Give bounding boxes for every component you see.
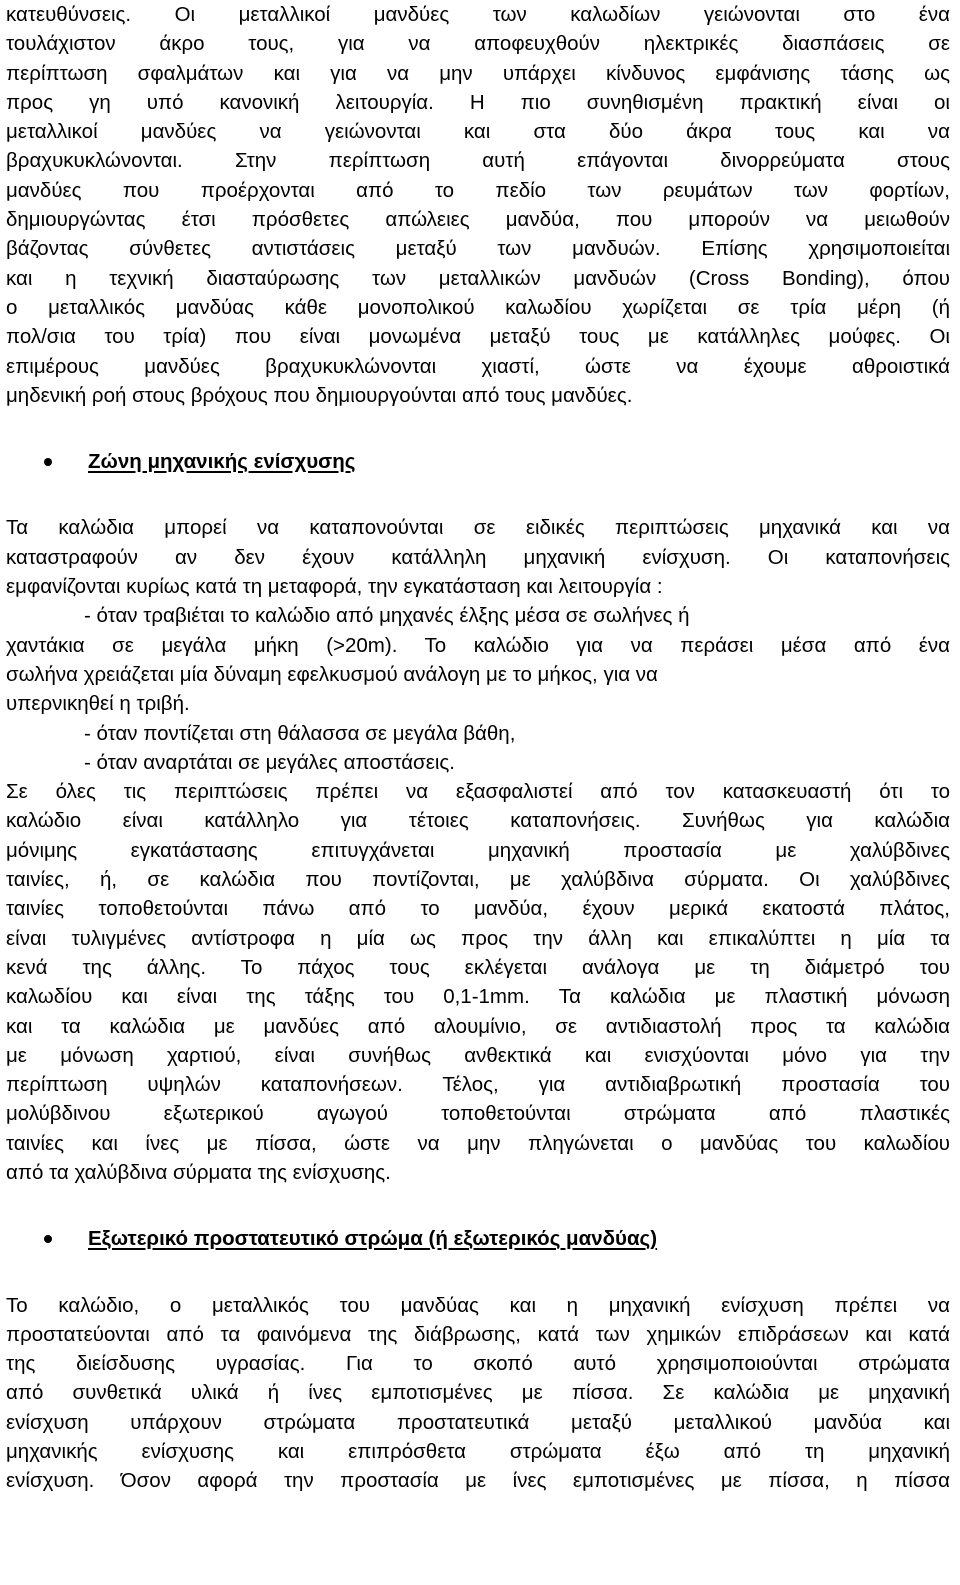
bullet-icon [44,1235,52,1243]
text-line: δημιουργώντας έτσι πρόσθετες απώλειες μανδύα, που μπορούν να μειωθούν [6,208,950,232]
text-line: υπερνικηθεί η τριβή. [6,692,190,716]
text-line: εμφανίζονται κυρίως κατά τη μεταφορά, την εγκατάσταση και λειτουργία : [6,575,663,599]
text-line: περίπτωση σφαλμάτων και για να μην υπάρχει κίνδυνος εμφάνισης τάσης ως [6,61,950,85]
text-line: από συνθετικά υλικά ή ίνες εμποτισμένες με πίσσα. Σε καλώδια με μηχανική [6,1381,950,1405]
text-line: ο μεταλλικός μανδύας κάθε μονοπολικού καλωδίου χωρίζεται σε τρία μέρη (ή [6,295,950,319]
text-line: περίπτωση υψηλών καταπονήσεων. Τέλος, για αντιδιαβρωτική προστασία του [6,1073,950,1097]
text-line: τουλάχιστον άκρο τους, για να αποφευχθούν ηλεκτρικές διασπάσεις σε [6,32,950,56]
text-line: μηδενική ροή στους βρόχους που δημιουργούνται από τους μανδύες. [6,383,633,407]
list-item: - όταν τραβιέται το καλώδιο από μηχανές έλξης μέσα σε σωλήνες ή [84,604,690,628]
text-line: ταινίες και ίνες με πίσσα, ώστε να μην πληγώνεται ο μανδύας του καλωδίου [6,1131,950,1155]
text-line: Σε όλες τις περιπτώσεις πρέπει να εξασφαλιστεί από τον κατασκευαστή ότι το [6,780,950,804]
text-line: σωλήνα χρειάζεται μία δύναμη εφελκυσμού ανάλογη με το μήκος, για να [6,662,658,686]
spacer [6,1254,950,1291]
text-line: πολ/σια του τρία) που είναι μονωμένα μεταξύ τους με κατάλληλες μούφες. Οι [6,325,950,349]
text-line: και η τεχνική διασταύρωσης των μεταλλικών μανδυών (Cross Bonding), όπου [6,266,950,290]
spacer [6,476,950,513]
text-line: προστατεύονται από τα φαινόμενα της διάβρωσης, κατά των χημικών επιδράσεων και κατά [6,1322,950,1346]
text-line: ενίσχυση. Όσον αφορά την προστασία με ίνες εμποτισμένες με πίσσα, η πίσσα [6,1469,950,1493]
text-line: ταινίες τοποθετούνται πάνω από το μανδύα, έχουν μερικά εκατοστά πλάτος, [6,897,950,921]
section-heading-text: Ζώνη μηχανικής ενίσχυσης [88,450,356,474]
text-line: Τα καλώδια μπορεί να καταπονούνται σε ειδικές περιπτώσεις μηχανικά και να [6,516,950,540]
text-line: είναι τυλιγμένες αντίστροφα η μία ως προς την άλλη και επικαλύπτει η μία τα [6,926,950,950]
spacer [6,1187,950,1224]
paragraph-cable-sheath-grounding [6,0,950,410]
section-heading-mechanical-reinforcement [6,447,950,476]
text-line: με μόνωση χαρτιού, είναι συνήθως ανθεκτικά και ενισχύονται μόνο για την [6,1043,950,1067]
text-line: κατευθύνσεις. Οι μεταλλικοί μανδύες των καλωδίων γειώνονται στο ένα [6,3,950,26]
text-line: μεταλλικοί μανδύες να γειώνονται και στα δύο άκρα τους και να [6,120,950,144]
paragraph-outer-sheath [6,1291,950,1496]
text-line: Το καλώδιο, ο μεταλλικός του μανδύας και η μηχανική ενίσχυση πρέπει να [6,1293,950,1317]
text-line: ενίσχυση υπάρχουν στρώματα προστατευτικά μεταξύ μεταλλικού μανδύα και [6,1410,950,1434]
text-line: καλωδίου και είναι της τάξης του 0,1-1mm. Τα καλώδια με πλαστική μόνωση [6,985,950,1009]
document-page [6,0,950,1496]
text-line: και τα καλώδια με μανδύες από αλουμίνιο, σε αντιδιαστολή προς τα καλώδια [6,1014,950,1038]
text-line: προς γη υπό κανονική λειτουργία. Η πιο συνηθισμένη πρακτική είναι οι [6,90,950,114]
spacer [6,410,950,447]
text-line: χαντάκια σε μεγάλα μήκη (>20m). Το καλώδιο για να περάσει μέσα από ένα [6,633,950,657]
list-item: - όταν αναρτάται σε μεγάλες αποστάσεις. [84,750,455,774]
list-item: - όταν ποντίζεται στη θάλασσα σε μεγάλα βάθη, [84,721,516,745]
section-heading-outer-sheath [6,1224,950,1253]
text-line: από τα χαλύβδινα σύρματα της ενίσχυσης. [6,1160,391,1184]
text-line: βάζοντας σύνθετες αντιστάσεις μεταξύ των μανδυών. Επίσης χρησιμοποιείται [6,237,950,261]
text-line: βραχυκυκλώνονται. Στην περίπτωση αυτή επάγονται δινορρεύματα στους [6,149,950,173]
section-heading-text: Εξωτερικό προστατευτικό στρώμα (ή εξωτερικός μανδύας) [88,1227,658,1251]
text-line: ταινίες, ή, σε καλώδια που ποντίζονται, με χαλύβδινα σύρματα. Οι χαλύβδινες [6,868,950,892]
text-line: καταστραφούν αν δεν έχουν κατάλληλη μηχανική ενίσχυση. Οι καταπονήσεις [6,545,950,569]
text-line: επιμέρους μανδύες βραχυκυκλώνονται χιαστί, ώστε να έχουμε αθροιστικά [6,354,950,378]
paragraph-mechanical-reinforcement [6,513,950,1187]
text-line: της διείσδυσης υγρασίας. Για το σκοπό αυτό χρησιμοποιούνται στρώματα [6,1352,950,1376]
text-line: μηχανικής ενίσχυσης και επιπρόσθετα στρώματα έξω από τη μηχανική [6,1440,950,1464]
text-line: καλώδιο είναι κατάλληλο για τέτοιες καταπονήσεις. Συνήθως για καλώδια [6,809,950,833]
text-line: μόνιμης εγκατάστασης επιτυγχάνεται μηχανική προστασία με χαλύβδινες [6,838,950,862]
text-line: μανδύες που προέρχονται από το πεδίο των ρευμάτων των φορτίων, [6,178,950,202]
text-line: κενά της άλλης. Το πάχος τους εκλέγεται ανάλογα με τη διάμετρό του [6,955,950,979]
bullet-icon [44,458,52,466]
text-line: μολύβδινου εξωτερικού αγωγού τοποθετούνται στρώματα από πλαστικές [6,1102,950,1126]
